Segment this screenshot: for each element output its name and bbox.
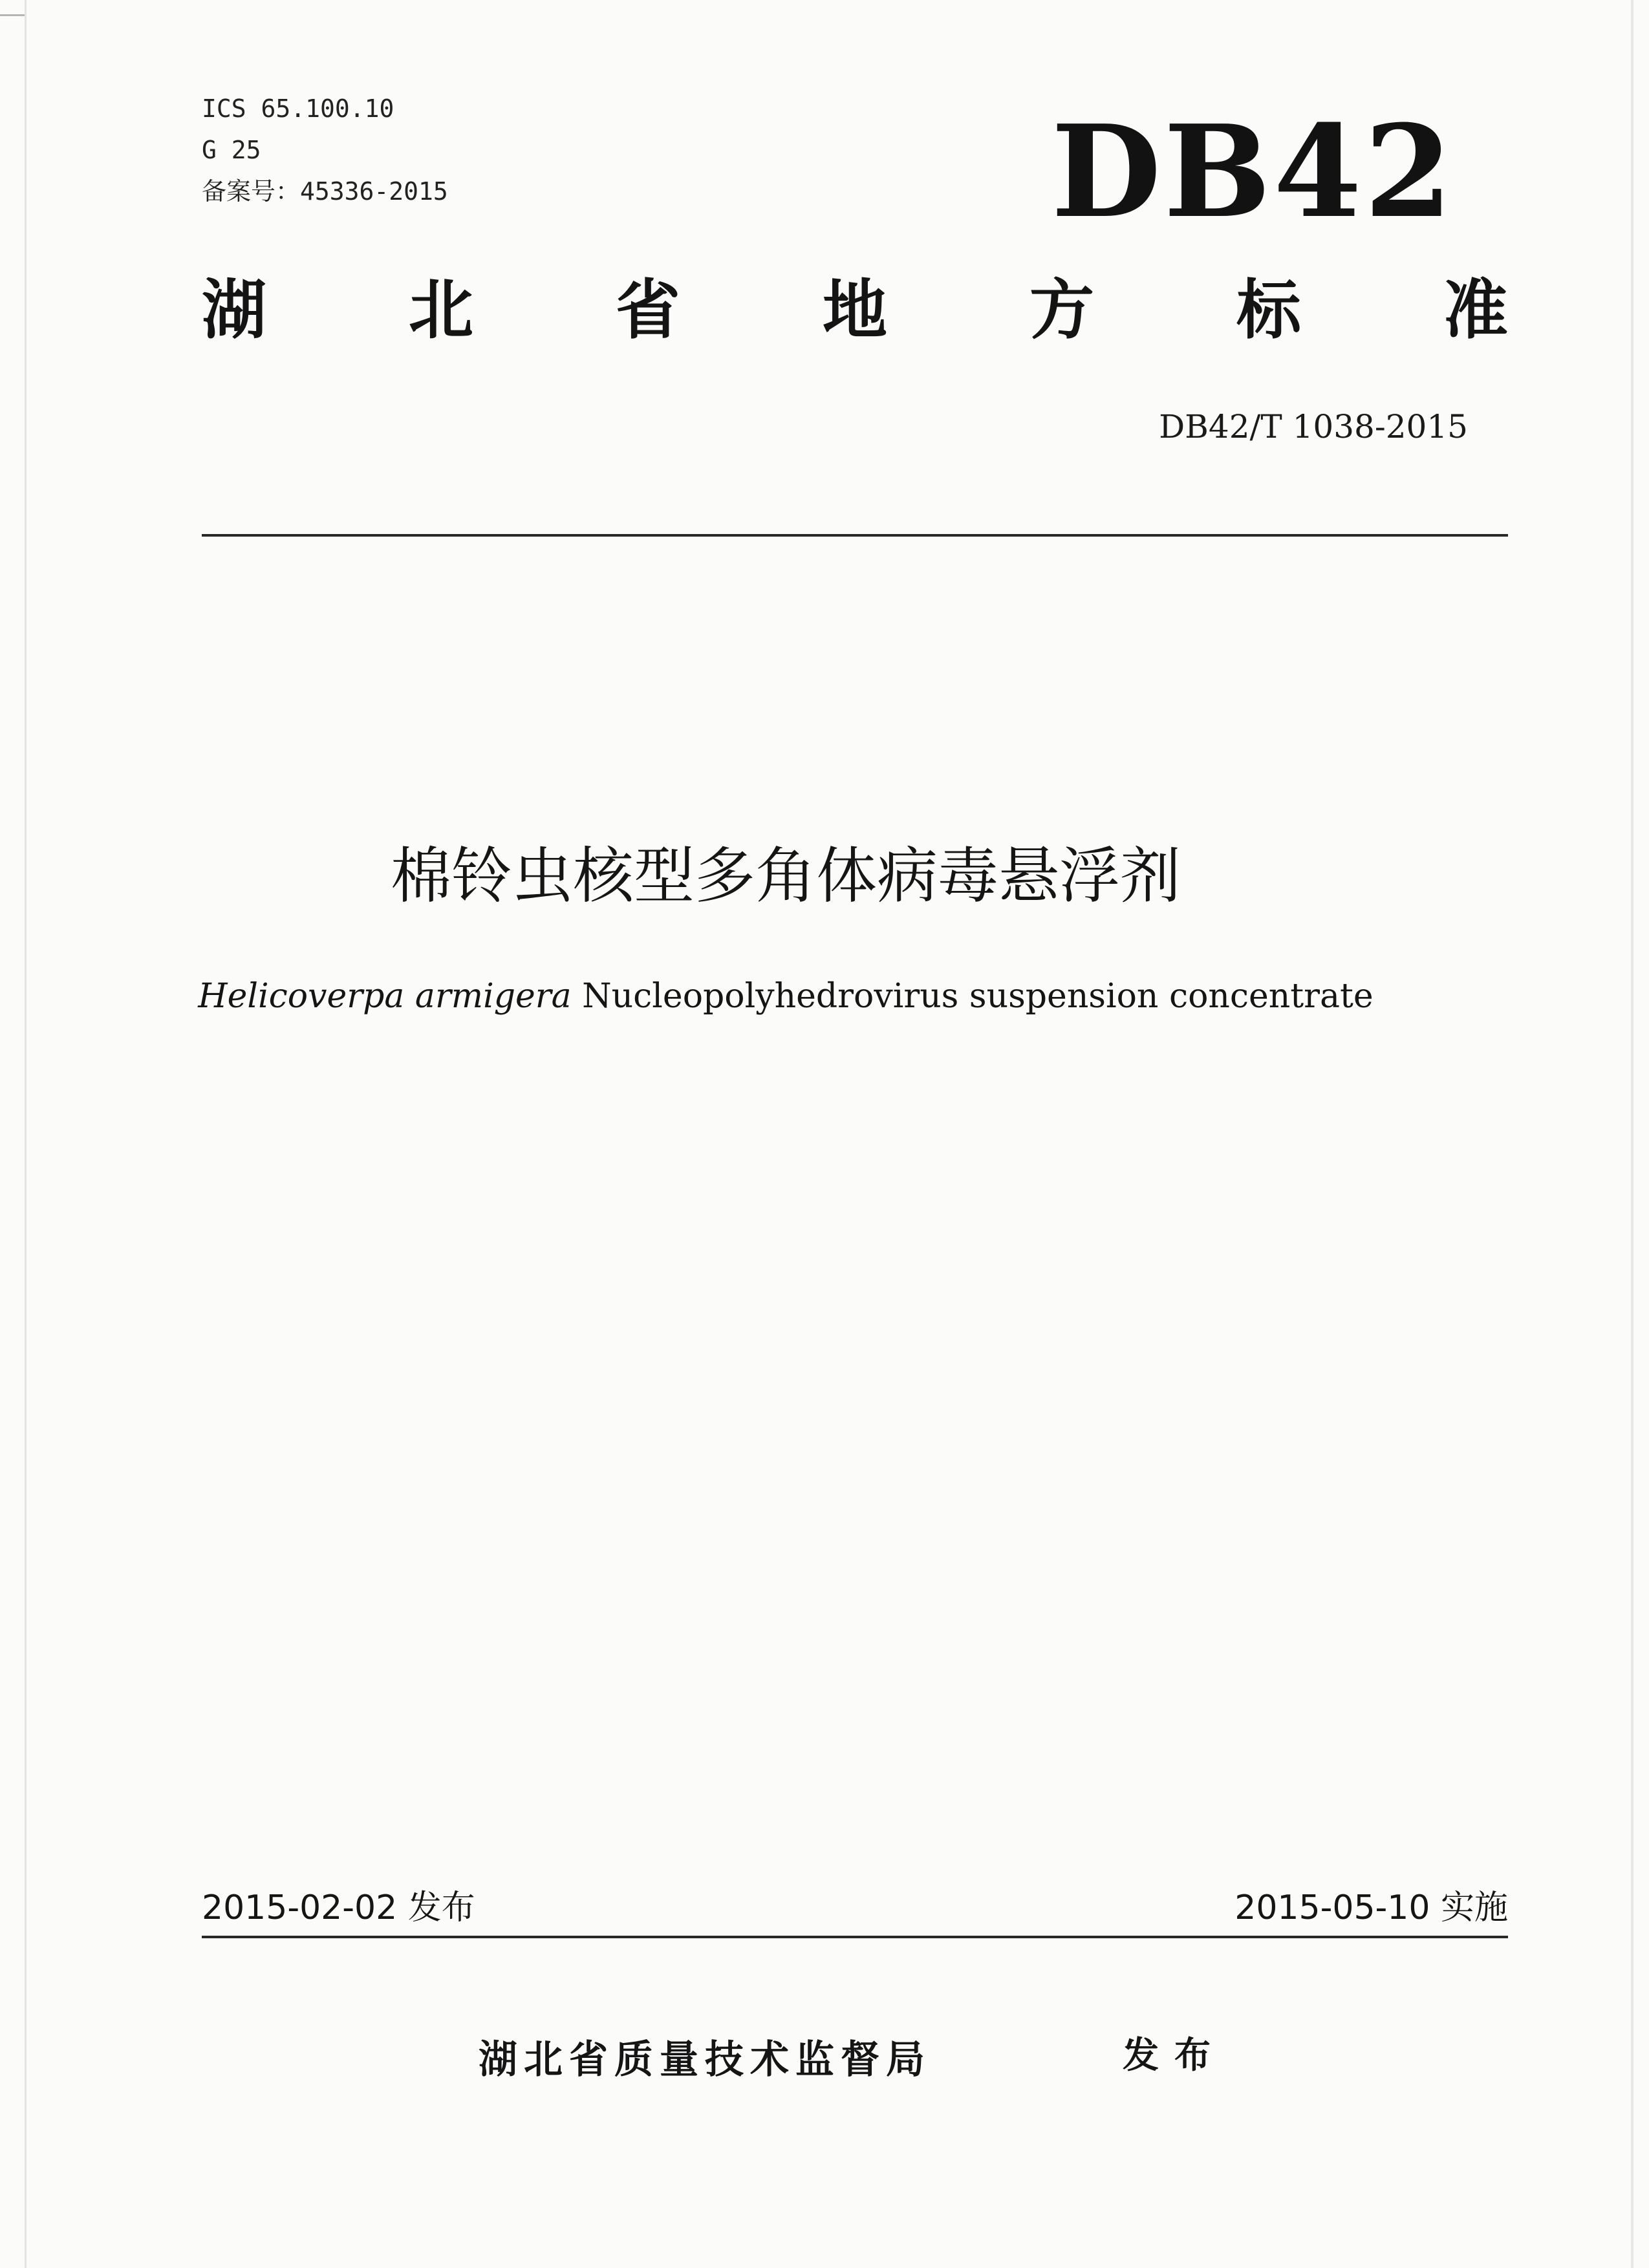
standard-type-char: 地 xyxy=(823,272,887,348)
date-row xyxy=(202,1885,1508,1931)
scientific-name: Helicoverpa armigera xyxy=(198,977,572,1016)
standard-type-char: 准 xyxy=(1443,272,1508,348)
scan-edge-right xyxy=(1631,0,1633,2268)
classification-block xyxy=(202,88,448,212)
header-rule xyxy=(202,534,1508,537)
standard-type-char: 北 xyxy=(409,272,473,348)
ccs-code: G 25 xyxy=(202,136,261,164)
implementation-date: 2015-05-10 实施 xyxy=(1234,1888,1508,1927)
scan-mark xyxy=(0,14,26,16)
document-title-english xyxy=(0,974,1649,1019)
standard-type-char: 湖 xyxy=(202,272,266,348)
standard-type-char: 省 xyxy=(616,272,680,348)
title-english-rest: Nucleopolyhedrovirus suspension concentrate xyxy=(571,977,1374,1016)
document-title-chinese: 棉铃虫核型多角体病毒悬浮剂 xyxy=(390,841,1181,912)
standard-number: DB42/T 1038-2015 xyxy=(1159,408,1468,445)
filing-number: 备案号：45336-2015 xyxy=(202,177,448,206)
standard-type-char: 标 xyxy=(1236,272,1301,348)
scan-edge-left xyxy=(25,0,27,2268)
standard-type-char: 方 xyxy=(1029,272,1094,348)
db42-logo: DB42 xyxy=(1051,98,1455,246)
footer-rule xyxy=(202,1936,1508,1938)
ics-code: ICS 65.100.10 xyxy=(202,94,394,123)
publish-label: 发布 xyxy=(1123,2035,1226,2077)
publisher-name: 湖北省质量技术监督局 xyxy=(479,2037,931,2082)
standard-type-heading xyxy=(202,272,1508,349)
issue-date: 2015-02-02 发布 xyxy=(202,1888,475,1927)
